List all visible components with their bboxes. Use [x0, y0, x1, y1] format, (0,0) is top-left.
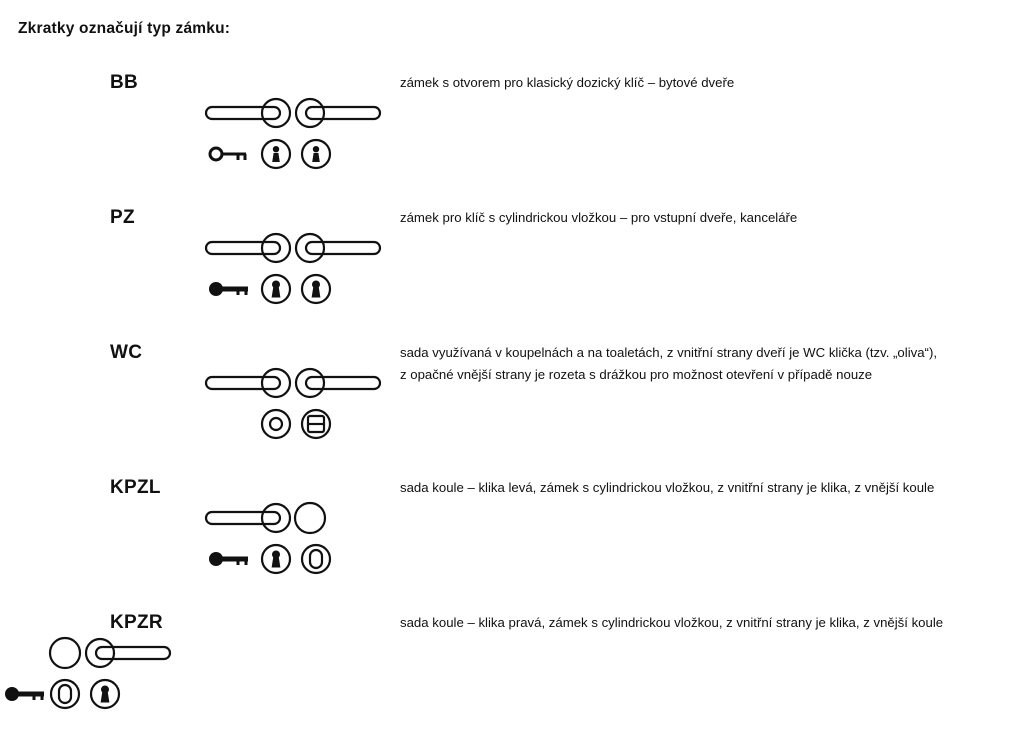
pz-illustration	[200, 207, 395, 317]
list-item	[0, 207, 1011, 342]
desc-line-1: sada využívaná v koupelnách a na toaletách, z vnitřní strany dveří je WC klička (tzv. „oliva“),	[400, 345, 938, 360]
lock-type-list	[0, 72, 1011, 747]
desc-line-1: sada koule – klika pravá, zámek s cylindrickou vložkou, z vnitřní strany je klika, z vnější koule	[400, 615, 944, 630]
cylinder-rosette-icon	[51, 680, 79, 708]
knob-icon	[50, 638, 80, 668]
desc-line-1: zámek pro klíč s cylindrickou vložkou – pro vstupní dveře, kanceláře	[400, 210, 798, 225]
kpzr-illustration	[0, 612, 195, 722]
lock-description-kpzr	[400, 612, 1000, 634]
lock-code-wc: WC	[110, 342, 143, 363]
lock-code-bb: BB	[110, 72, 139, 93]
kpzl-illustration	[200, 477, 395, 587]
lock-code-pz: PZ	[110, 207, 135, 228]
list-item	[0, 477, 1011, 612]
bb-illustration	[200, 72, 395, 182]
key-icon	[210, 148, 246, 160]
lock-code-kpzl: KPZL	[110, 477, 161, 498]
lock-code-kpzr: KPZR	[110, 612, 163, 633]
list-item	[0, 72, 1011, 207]
desc-line-1: zámek s otvorem pro klasický dozický klíč – bytové dveře	[400, 75, 735, 90]
cylinder-key-icon	[209, 552, 248, 566]
wc-illustration	[200, 342, 395, 452]
cylinder-key-icon	[209, 282, 248, 296]
lock-description-wc	[400, 342, 1000, 386]
page-title: Zkratky označují typ zámku:	[18, 20, 231, 37]
desc-line-1: sada koule – klika levá, zámek s cylindrickou vložkou, z vnitřní strany je klika, z vnější koule	[400, 480, 935, 495]
cylinder-rosette-icon	[302, 545, 330, 573]
knob-icon	[295, 503, 325, 533]
lock-description-pz	[400, 207, 1000, 229]
lock-description-bb	[400, 72, 1000, 94]
wc-thumbturn-icon	[302, 410, 330, 438]
list-item	[0, 342, 1011, 477]
cylinder-key-icon	[5, 687, 44, 701]
slot-rosette-icon	[262, 410, 290, 438]
desc-line-2: z opačné vnější strany je rozeta s drážkou pro možnost otevření v případě nouze	[400, 367, 873, 382]
list-item	[0, 612, 1011, 747]
lock-description-kpzl	[400, 477, 1000, 499]
